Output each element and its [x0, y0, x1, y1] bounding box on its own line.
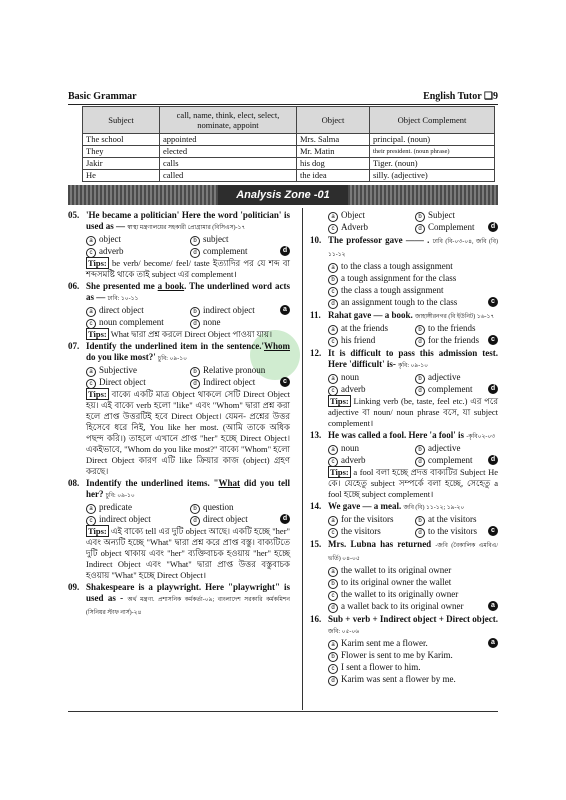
banner-title: Analysis Zone -01 [218, 185, 348, 205]
question-source: চুবি: ০৯-১০ [105, 493, 135, 499]
table-cell: Mrs. Salma [297, 134, 370, 146]
question-source: চুবি: ০৯-১০ [158, 356, 188, 362]
options [328, 210, 498, 234]
left-column [68, 210, 290, 620]
option-c: c adverb [328, 455, 411, 467]
book-icon: ❑ [484, 91, 493, 102]
answer-badge: d [280, 246, 290, 256]
section-banner [68, 185, 498, 205]
option-c: c Direct object [86, 377, 186, 389]
option-c: c his friend [328, 335, 411, 347]
option-b: b to the friends [415, 323, 498, 335]
th-subject: Subject [83, 107, 160, 134]
option-a: a Karim sent me a flower. a [328, 638, 498, 650]
option-a: a object [86, 234, 186, 246]
options [328, 638, 498, 686]
option-d: d Karim was sent a flower by me. [328, 674, 498, 686]
option-d: d Complement d [415, 222, 498, 234]
table-cell: The school [83, 134, 160, 146]
question-07: 07. Identify the underlined item in the sentence.'Whom do you like most?' চুবি: ০৯-১০ a Subjective b Relative pronoun c Direct object d Indirect object c Tips: বাক্যে একটি মাত্র Object থাকলে সেটি Direct Object হয়। এই বাক্যে verb হলো "like" এবং "Whom" দ্বারা প্রশ্ন করা হলে প্রাপ্ত উত্তরটিই হবে Direct Object। যেমন- প্রশ্নের উত্তর হিসেবে ধরে নিই, You like her most. (আমি তাকে অধিক পছন্দ করি।) তাহলে এখানে প্রাপ্ত "her" হচ্ছে Direct Object। একইভাবে, "Whom do you like most?" বাক্যে "Whom" হলো Direct Object কারণ এটি like ক্রিয়ার কাজ (object) গ্রহণ করছে। [68, 341, 290, 476]
table-cell: appointed [160, 134, 297, 146]
table-cell: Jakir [83, 158, 160, 170]
question-number: 14. [310, 501, 322, 511]
option-c: c the class a tough assignment [328, 285, 498, 297]
answer-badge: d [488, 455, 498, 465]
options [328, 443, 498, 467]
question-source: ঢাবি: ১০-১১ [107, 296, 139, 302]
question-source: স্বাস্থ্য মন্ত্রণালয়ের সহকারী প্রোগ্রামার (বিসিএস)-১৭ [127, 225, 246, 231]
column-divider [302, 208, 303, 710]
table-cell: Tiger. (noun) [370, 158, 495, 170]
question-number: 13. [310, 430, 322, 440]
question-06: 06. She presented me a book. The underlined word acts as — ঢাবি: ১০-১১ a direct object b indirect object a c noun complement d none Tips: What দ্বারা প্রশ্ন করলে Direct Object পাওয়া যায়। [68, 281, 290, 339]
question-number: 07. [68, 341, 80, 351]
option-a: a Object [328, 210, 411, 222]
option-c: c noun complement [86, 317, 186, 329]
question-number: 16. [310, 614, 322, 624]
option-a: a noun [328, 372, 411, 384]
table-row [83, 134, 495, 146]
option-d: d complement d [415, 384, 498, 396]
option-c: c I sent a flower to him. [328, 662, 498, 674]
question-16: 16. Sub + verb + Indirect object + Direct object. জবি: ০৫-০৬ a Karim sent me a flower. a b Flower is sent to me by Karim. c I sent a flower to him. d Karim was sent a flower by me. [310, 614, 498, 684]
option-c: c the wallet to its originally owner [328, 589, 498, 601]
question-number: 11. [310, 310, 321, 320]
answer-badge: a [488, 638, 498, 648]
answer-badge: d [280, 514, 290, 524]
table-cell: the idea [297, 170, 370, 182]
book-title: English Tutor ❑9 [423, 91, 498, 102]
option-a: a for the visitors [328, 514, 411, 526]
section-title: Basic Grammar [68, 91, 137, 102]
question-05 [68, 210, 290, 280]
footer-rule [68, 711, 498, 712]
answer-badge: d [488, 222, 498, 232]
question-09-options [310, 210, 498, 234]
option-b: b Subject [415, 210, 498, 222]
option-d: d direct object d [190, 514, 290, 526]
answer-badge: a [280, 305, 290, 315]
option-a: a the wallet to its original owner [328, 565, 498, 577]
right-column [310, 210, 498, 687]
table-cell: He [83, 170, 160, 182]
question-number: 08. [68, 478, 80, 488]
option-c: c adverb [328, 384, 411, 396]
option-c: c the visitors [328, 526, 411, 538]
question-10: 10. The professor gave —— . ঢাবি (বি-০৩-০৪, জবি (বি) ১১-১২ a to the class a tough assignment b a tough assignment for the class c the class a tough assignment d an assignment tough to the class c [310, 235, 499, 307]
options [328, 261, 498, 309]
answer-badge: a [488, 601, 498, 611]
option-b: b at the visitors [415, 514, 498, 526]
options [328, 514, 498, 538]
option-b: b a tough assignment for the class [328, 273, 498, 285]
option-d: d complement d [190, 246, 290, 258]
th-complement: Object Complement [370, 107, 495, 134]
th-verbs: call, name, think, elect, select, nominate, appoint [160, 107, 297, 134]
question-source: অর্থ মন্ত্রণা. প্রশাসনিক কর্মকর্তা-০৯; বাংলাদেশ সরকারি কর্মকমিশন (সিনিয়র স্টাফ নার্স)-২৪ [86, 597, 290, 616]
option-b: b to its original owner the wallet [328, 577, 498, 589]
option-d: d a wallet back to its original owner a [328, 601, 498, 613]
option-b: b indirect object a [190, 305, 290, 317]
question-11: 11. Rahat gave — a book. জাহাঙ্গীরনগর (বি ইউনিট) ১৬-১৭ a at the friends b to the friends c his friend d for the friends c [310, 310, 498, 347]
options [86, 305, 290, 329]
table-row [83, 158, 495, 170]
answer-badge: c [488, 335, 498, 345]
option-d: d none [190, 317, 290, 329]
answer-badge: d [488, 384, 498, 394]
options [328, 372, 498, 396]
question-number: 12. [310, 348, 322, 358]
option-d: d for the friends c [415, 335, 498, 347]
option-d: d complement d [415, 455, 498, 467]
option-b: b subject [190, 234, 290, 246]
question-number: 05. [68, 210, 80, 220]
option-b: b question [190, 502, 290, 514]
question-number: 06. [68, 281, 80, 291]
option-a: a predicate [86, 502, 186, 514]
table-cell: They [83, 146, 160, 158]
options [328, 565, 498, 613]
options [86, 502, 290, 526]
options [328, 323, 498, 347]
option-c: c adverb [86, 246, 186, 258]
options [86, 365, 290, 389]
question-number: 09. [68, 582, 80, 592]
table-cell: principal. (noun) [370, 134, 495, 146]
option-a: a direct object [86, 305, 186, 317]
table-cell: their president. (noun phrase) [370, 146, 495, 158]
header-rule [68, 104, 498, 105]
table-cell: called [160, 170, 297, 182]
tips: Tips: বাক্যে একটি মাত্র Object থাকলে সেটি Direct Object হয়। এই বাক্যে verb হলো "like" এবং "Whom" দ্বারা প্রশ্ন করা হলে প্রাপ্ত উত্তরটিই হবে Direct Object। যেমন- প্রশ্নের উত্তর হিসেবে ধরে নিই, You like her most. (আমি তাকে অধিক পছন্দ করি।) তাহলে এখানে প্রাপ্ত "her" হচ্ছে Direct Object। একইভাবে, "Whom do you like most?" বাক্যে "Whom" হলো Direct Object কারণ এটি like ক্রিয়ার কাজ (object) গ্রহণ করছে। [86, 389, 290, 476]
table-cell: elected [160, 146, 297, 158]
option-b: b Relative pronoun [190, 365, 290, 377]
option-a: a noun [328, 443, 411, 455]
table-row [83, 146, 495, 158]
option-d: d to the visitors c [415, 526, 498, 538]
tips: Tips: Linking verb (be, taste, feel etc.) এর পরে adjective বা noun/ noun phrase বসে, যা subject complement। [328, 396, 498, 428]
options [86, 234, 290, 258]
question-15: 15. Mrs. Lubna has returned -জবি (বৈকালিক এমবিএ/ভর্তি) ০৪-০৫ a the wallet to its original owner b to its original owner the wallet c the wallet to its originally owner d a wallet back to its original owner a [310, 539, 498, 611]
option-a: a at the friends [328, 323, 411, 335]
tips: Tips: What দ্বারা প্রশ্ন করলে Direct Object পাওয়া যায়। [88, 329, 273, 339]
answer-badge: c [488, 297, 498, 307]
table-cell: calls [160, 158, 297, 170]
option-b: b adjective [415, 443, 498, 455]
page-number: 9 [493, 91, 498, 102]
option-c: c Adverb [328, 222, 411, 234]
question-text: 'He became a politician' Here the word 'politician' is used as — [86, 210, 290, 231]
tips: Tips: be verb/ become/ feel/ taste ইত্যাদির পর যে শব্দ বা শব্দসমষ্টি থাকে তাই subject এর complement। [86, 258, 290, 279]
question-09 [68, 582, 290, 619]
option-d: d an assignment tough to the class c [328, 297, 498, 309]
table-cell: silly. (adjective) [370, 170, 495, 182]
option-a: a Subjective [86, 365, 186, 377]
option-b: b adjective [415, 372, 498, 384]
grammar-table [82, 106, 495, 182]
question-number: 15. [310, 539, 322, 549]
question-08: 08. Indentify the underlined items. "What did you tell her? চুবি: ০৯-১০ a predicate b question c indirect object d direct object d Tips: এই বাক্যে tell এর দুটি object আছে। একটি হচ্ছে "her" এবং অন্যটি হচ্ছে "What" দ্বারা প্রশ্ন করে প্রাপ্ত বস্তু। বাক্যটিতে দুটি object থাকায় এবং "her" ব্যক্তিবাচক হওয়ায় "her" হচ্ছে Indirect Object এবং "What" দ্বারা প্রাপ্ত উত্তর বস্তুবাচক হওয়ায় "What" হচ্ছে Direct Object। [68, 478, 290, 580]
option-d: d Indirect object c [190, 377, 290, 389]
question-text: Shakespeare is a playwright. Here "playwright" is used as - [86, 582, 290, 603]
option-a: a to the class a tough assignment [328, 261, 498, 273]
option-b: b Flower is sent to me by Karim. [328, 650, 498, 662]
table-row [83, 170, 495, 182]
tips: Tips: a fool বলা হচ্ছে প্রদত্ত বাক্যটির Subject He কে। যেহেতু subject সম্পর্কে বলা হচ্ছে, সেহেতু a fool হচ্ছে subject complement। [328, 467, 498, 499]
answer-badge: c [280, 377, 290, 387]
table-cell: his dog [297, 158, 370, 170]
question-number: 10. [310, 235, 322, 245]
answer-badge: c [488, 526, 498, 536]
option-c: c indirect object [86, 514, 186, 526]
th-object: Object [297, 107, 370, 134]
page-header [68, 91, 498, 105]
question-13: 13. He was called a fool. Here 'a fool' is -কৃবি০২-০৩ a noun b adjective c adverb d complement d Tips: a fool বলা হচ্ছে প্রদত্ত বাক্যটির Subject He কে। যেহেতু subject সম্পর্কে বলা হচ্ছে, সেহেতু a fool হচ্ছে subject complement। [310, 430, 498, 499]
question-14: 14. We gave — a meal. জবি (বি) ১১-১২; ১৯-২০ a for the visitors b at the visitors c the visitors d to the visitors c [310, 501, 498, 538]
tips: Tips: এই বাক্যে tell এর দুটি object আছে। একটি হচ্ছে "her" এবং অন্যটি হচ্ছে "What" দ্বারা প্রশ্ন করে প্রাপ্ত বস্তু। বাক্যটিতে দুটি object থাকায় এবং "her" ব্যক্তিবাচক হওয়ায় "her" হচ্ছে Indirect Object এবং "What" দ্বারা প্রাপ্ত উত্তর বস্তুবাচক হওয়ায় "What" হচ্ছে Direct Object। [86, 526, 290, 580]
question-12: 12. It is difficult to pass this admission test. Here 'difficult' is- কৃবি: ০৯-১০ a noun b adjective c adverb d complement d Tips: Linking verb (be, taste, feel etc.) এর পরে adjective বা noun/ noun phrase বসে, যা subject complement। [310, 348, 498, 428]
table-cell: Mr. Matin [297, 146, 370, 158]
